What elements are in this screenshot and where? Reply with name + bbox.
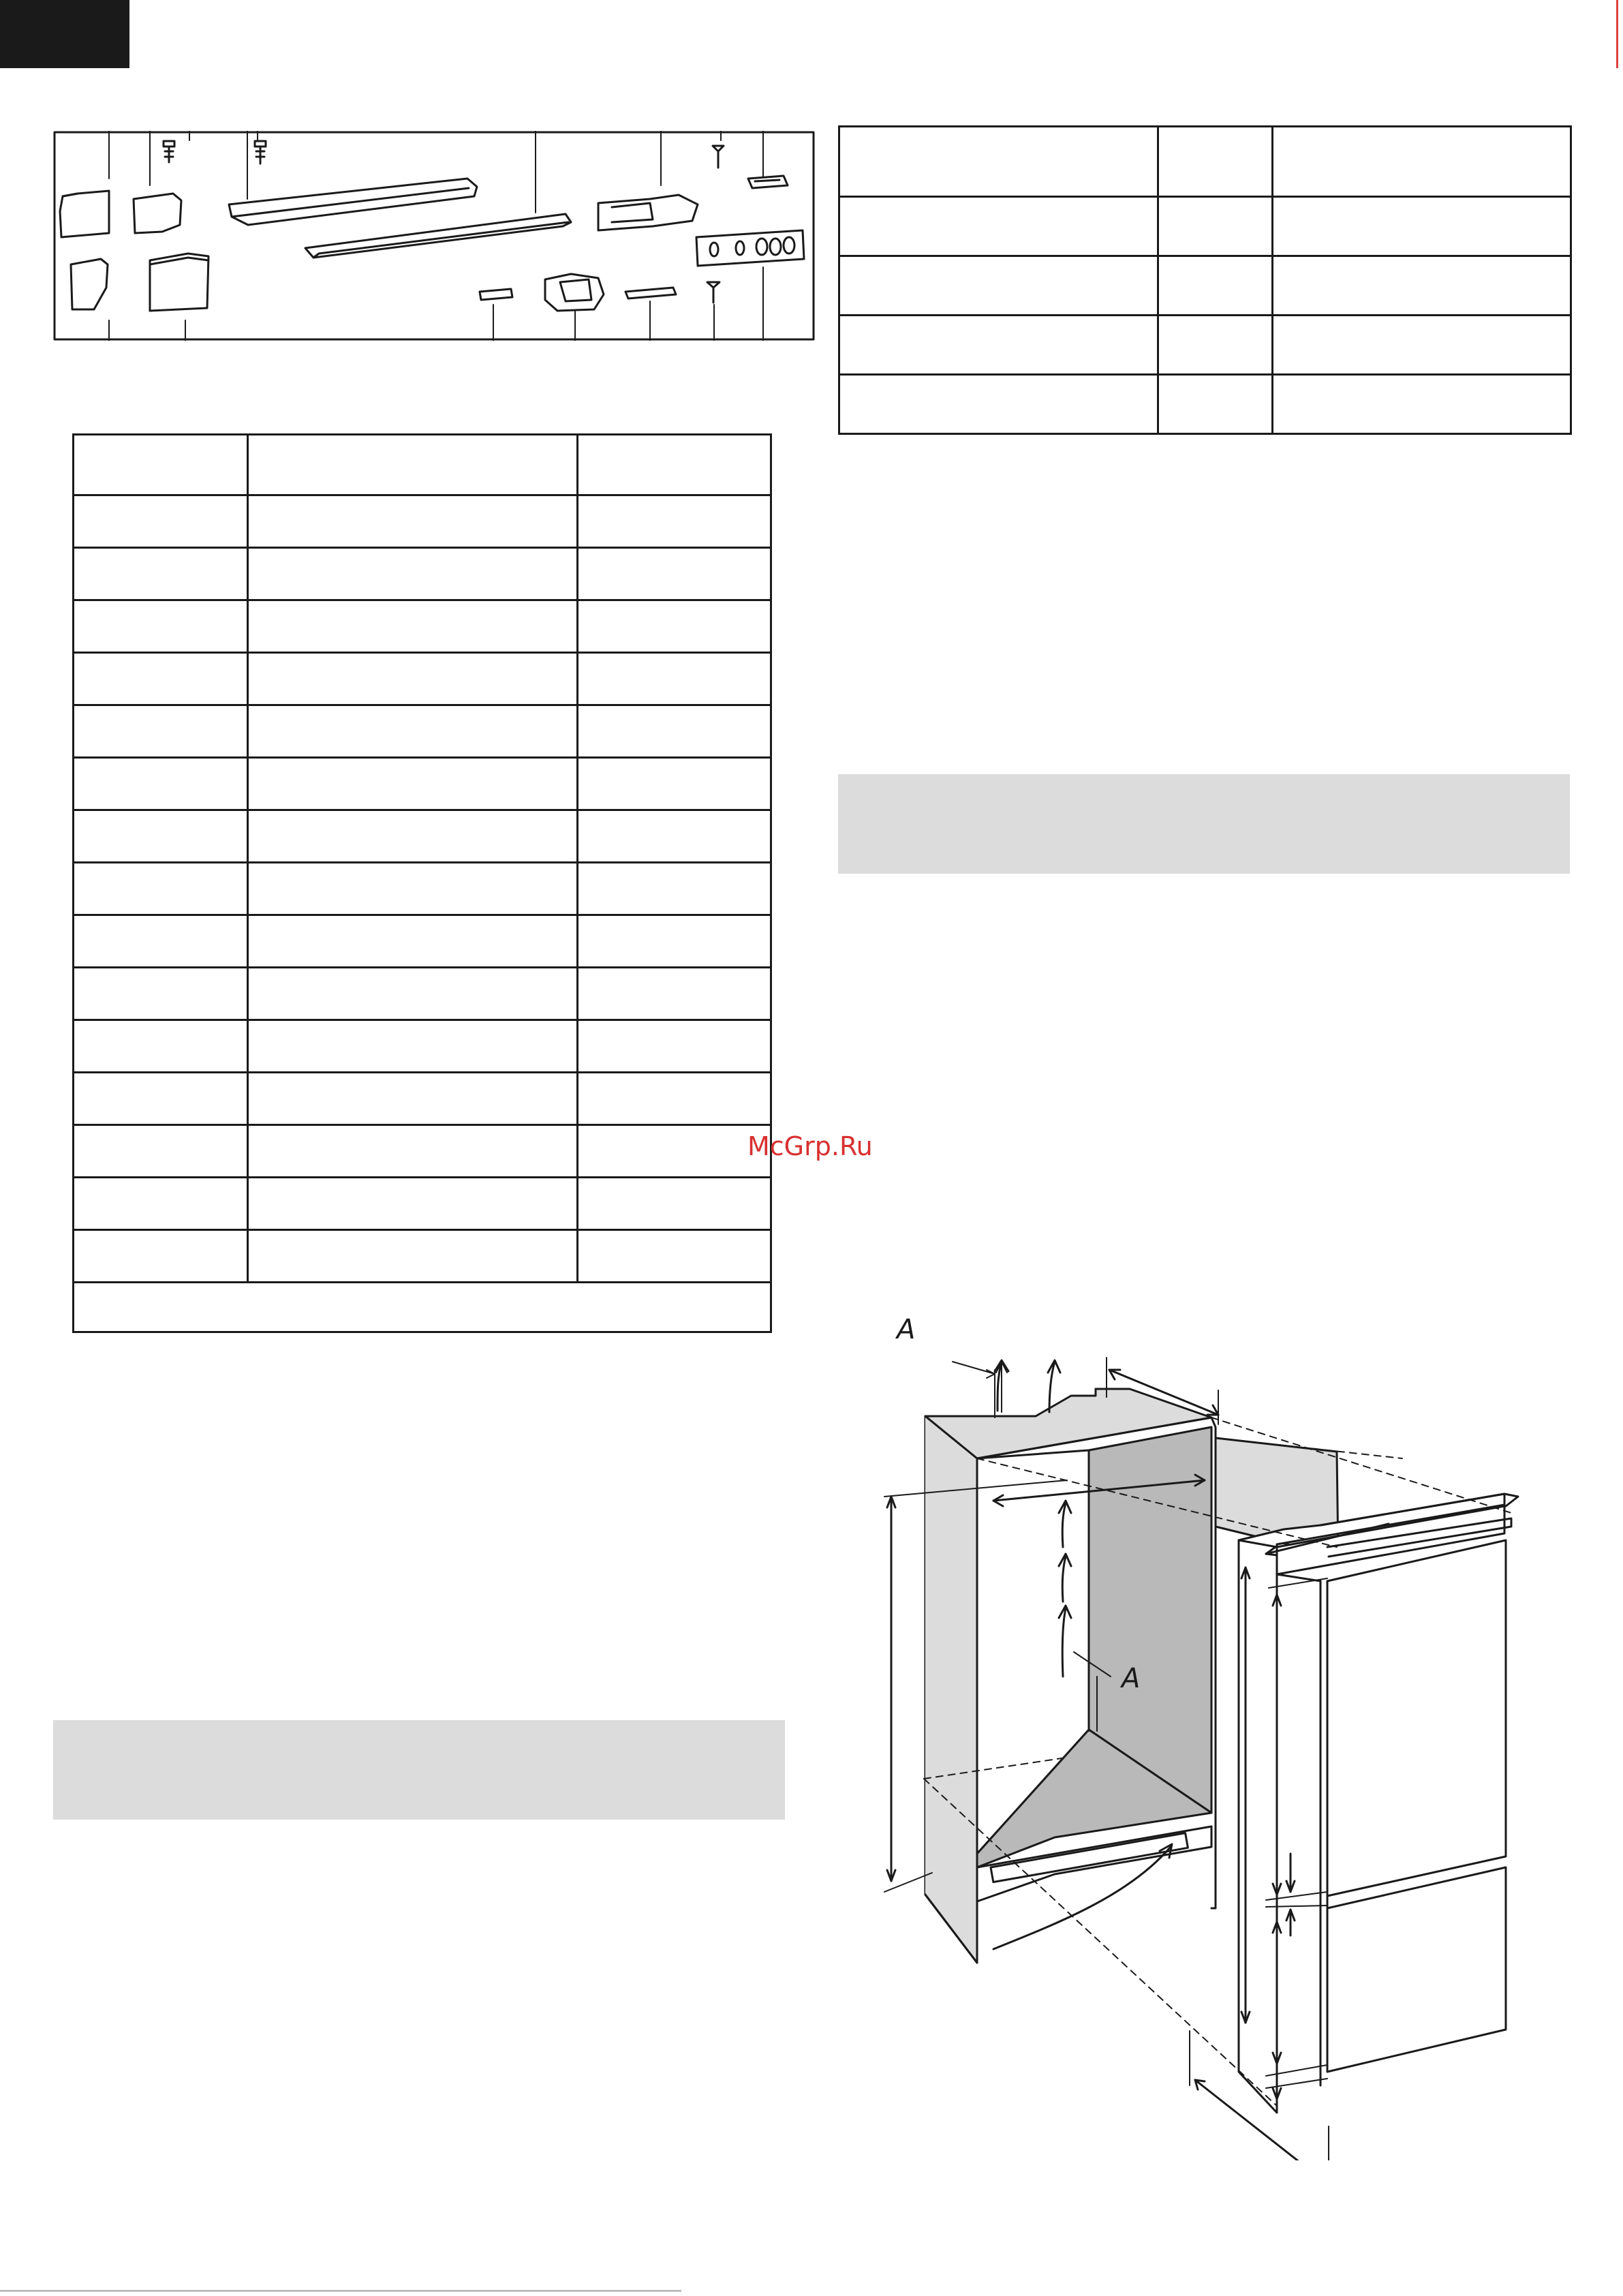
- dimensions-table: [838, 125, 1572, 435]
- table-cell: [248, 1230, 578, 1283]
- watermark: McGrp.Ru: [747, 1131, 873, 1161]
- table-cell: [578, 915, 771, 968]
- table-cell: [248, 915, 578, 968]
- page-edge-mark: [1616, 0, 1618, 68]
- table-cell: [1273, 256, 1571, 316]
- table-cell: [839, 316, 1158, 375]
- table-row: [74, 968, 771, 1020]
- built-in-niche-diagram-icon: [857, 1314, 1562, 2160]
- table-cell: [578, 1020, 771, 1073]
- table-cell: [248, 758, 578, 810]
- table-header-row: [74, 435, 771, 495]
- table-cell: [248, 548, 578, 600]
- table-cell: [74, 968, 248, 1020]
- table-row: [839, 256, 1571, 316]
- table-cell: [248, 495, 578, 548]
- table-row: [74, 1020, 771, 1073]
- dimension-label-a-inner: A: [1122, 1663, 1141, 1694]
- table-cell: [839, 375, 1158, 434]
- table-cell: [74, 1020, 248, 1073]
- table-row: [74, 915, 771, 968]
- table-row: [74, 548, 771, 600]
- table-row: [839, 197, 1571, 256]
- footer-rule: [0, 2290, 681, 2292]
- table-cell: [74, 600, 248, 653]
- table-cell: [74, 1178, 248, 1230]
- table-cell: [74, 435, 248, 495]
- table-cell: [578, 810, 771, 863]
- table-cell: [74, 810, 248, 863]
- table-cell: [1158, 256, 1273, 316]
- table-cell: [248, 1073, 578, 1125]
- table-row: [74, 758, 771, 810]
- table-cell: [74, 1073, 248, 1125]
- table-row: [839, 375, 1571, 434]
- table-cell: [1158, 316, 1273, 375]
- table-row: [74, 705, 771, 758]
- table-cell: [74, 758, 248, 810]
- table-cell: [578, 758, 771, 810]
- table-row: [74, 653, 771, 705]
- table-cell: [248, 1125, 578, 1178]
- table-cell: [74, 1230, 248, 1283]
- table-cell: [248, 1020, 578, 1073]
- table-row: [839, 316, 1571, 375]
- table-cell: [578, 1178, 771, 1230]
- table-cell: [839, 197, 1158, 256]
- table-cell: [839, 127, 1158, 197]
- table-cell: [578, 1073, 771, 1125]
- table-footer-row: [74, 1283, 771, 1332]
- table-row: [74, 1178, 771, 1230]
- table-cell: [74, 863, 248, 915]
- page-corner-tab: [0, 0, 129, 68]
- table-cell: [74, 915, 248, 968]
- table-cell: [578, 1230, 771, 1283]
- table-cell: [74, 705, 248, 758]
- table-cell: [1273, 197, 1571, 256]
- table-cell: [1273, 316, 1571, 375]
- table-cell: [1158, 127, 1273, 197]
- parts-table: [72, 433, 772, 1333]
- table-cell: [839, 256, 1158, 316]
- table-cell: [74, 495, 248, 548]
- table-cell: [248, 1178, 578, 1230]
- table-cell: [248, 435, 578, 495]
- table-cell: [248, 968, 578, 1020]
- installation-parts-icon: [53, 131, 815, 341]
- table-row: [74, 1230, 771, 1283]
- table-cell: [578, 653, 771, 705]
- table-cell: [74, 653, 248, 705]
- table-row: [74, 600, 771, 653]
- table-cell: [248, 705, 578, 758]
- table-row: [74, 863, 771, 915]
- table-cell: [248, 653, 578, 705]
- table-header-row: [839, 127, 1571, 197]
- table-cell: [578, 435, 771, 495]
- table-cell: [248, 810, 578, 863]
- table-cell: [74, 548, 248, 600]
- table-row: [74, 810, 771, 863]
- table-cell: [74, 1125, 248, 1178]
- dimension-label-a-top: A: [897, 1314, 916, 1345]
- notice-box-right: [838, 774, 1570, 874]
- table-cell: [74, 1283, 771, 1332]
- table-cell: [578, 495, 771, 548]
- table-cell: [1273, 375, 1571, 434]
- table-cell: [578, 548, 771, 600]
- table-cell: [1158, 197, 1273, 256]
- table-cell: [578, 705, 771, 758]
- table-cell: [1273, 127, 1571, 197]
- table-cell: [578, 1125, 771, 1178]
- table-cell: [578, 968, 771, 1020]
- table-row: [74, 1073, 771, 1125]
- table-row: [74, 1125, 771, 1178]
- table-cell: [578, 863, 771, 915]
- table-cell: [248, 863, 578, 915]
- table-cell: [1158, 375, 1273, 434]
- table-cell: [248, 600, 578, 653]
- notice-box-left: [53, 1720, 785, 1820]
- table-cell: [578, 600, 771, 653]
- table-row: [74, 495, 771, 548]
